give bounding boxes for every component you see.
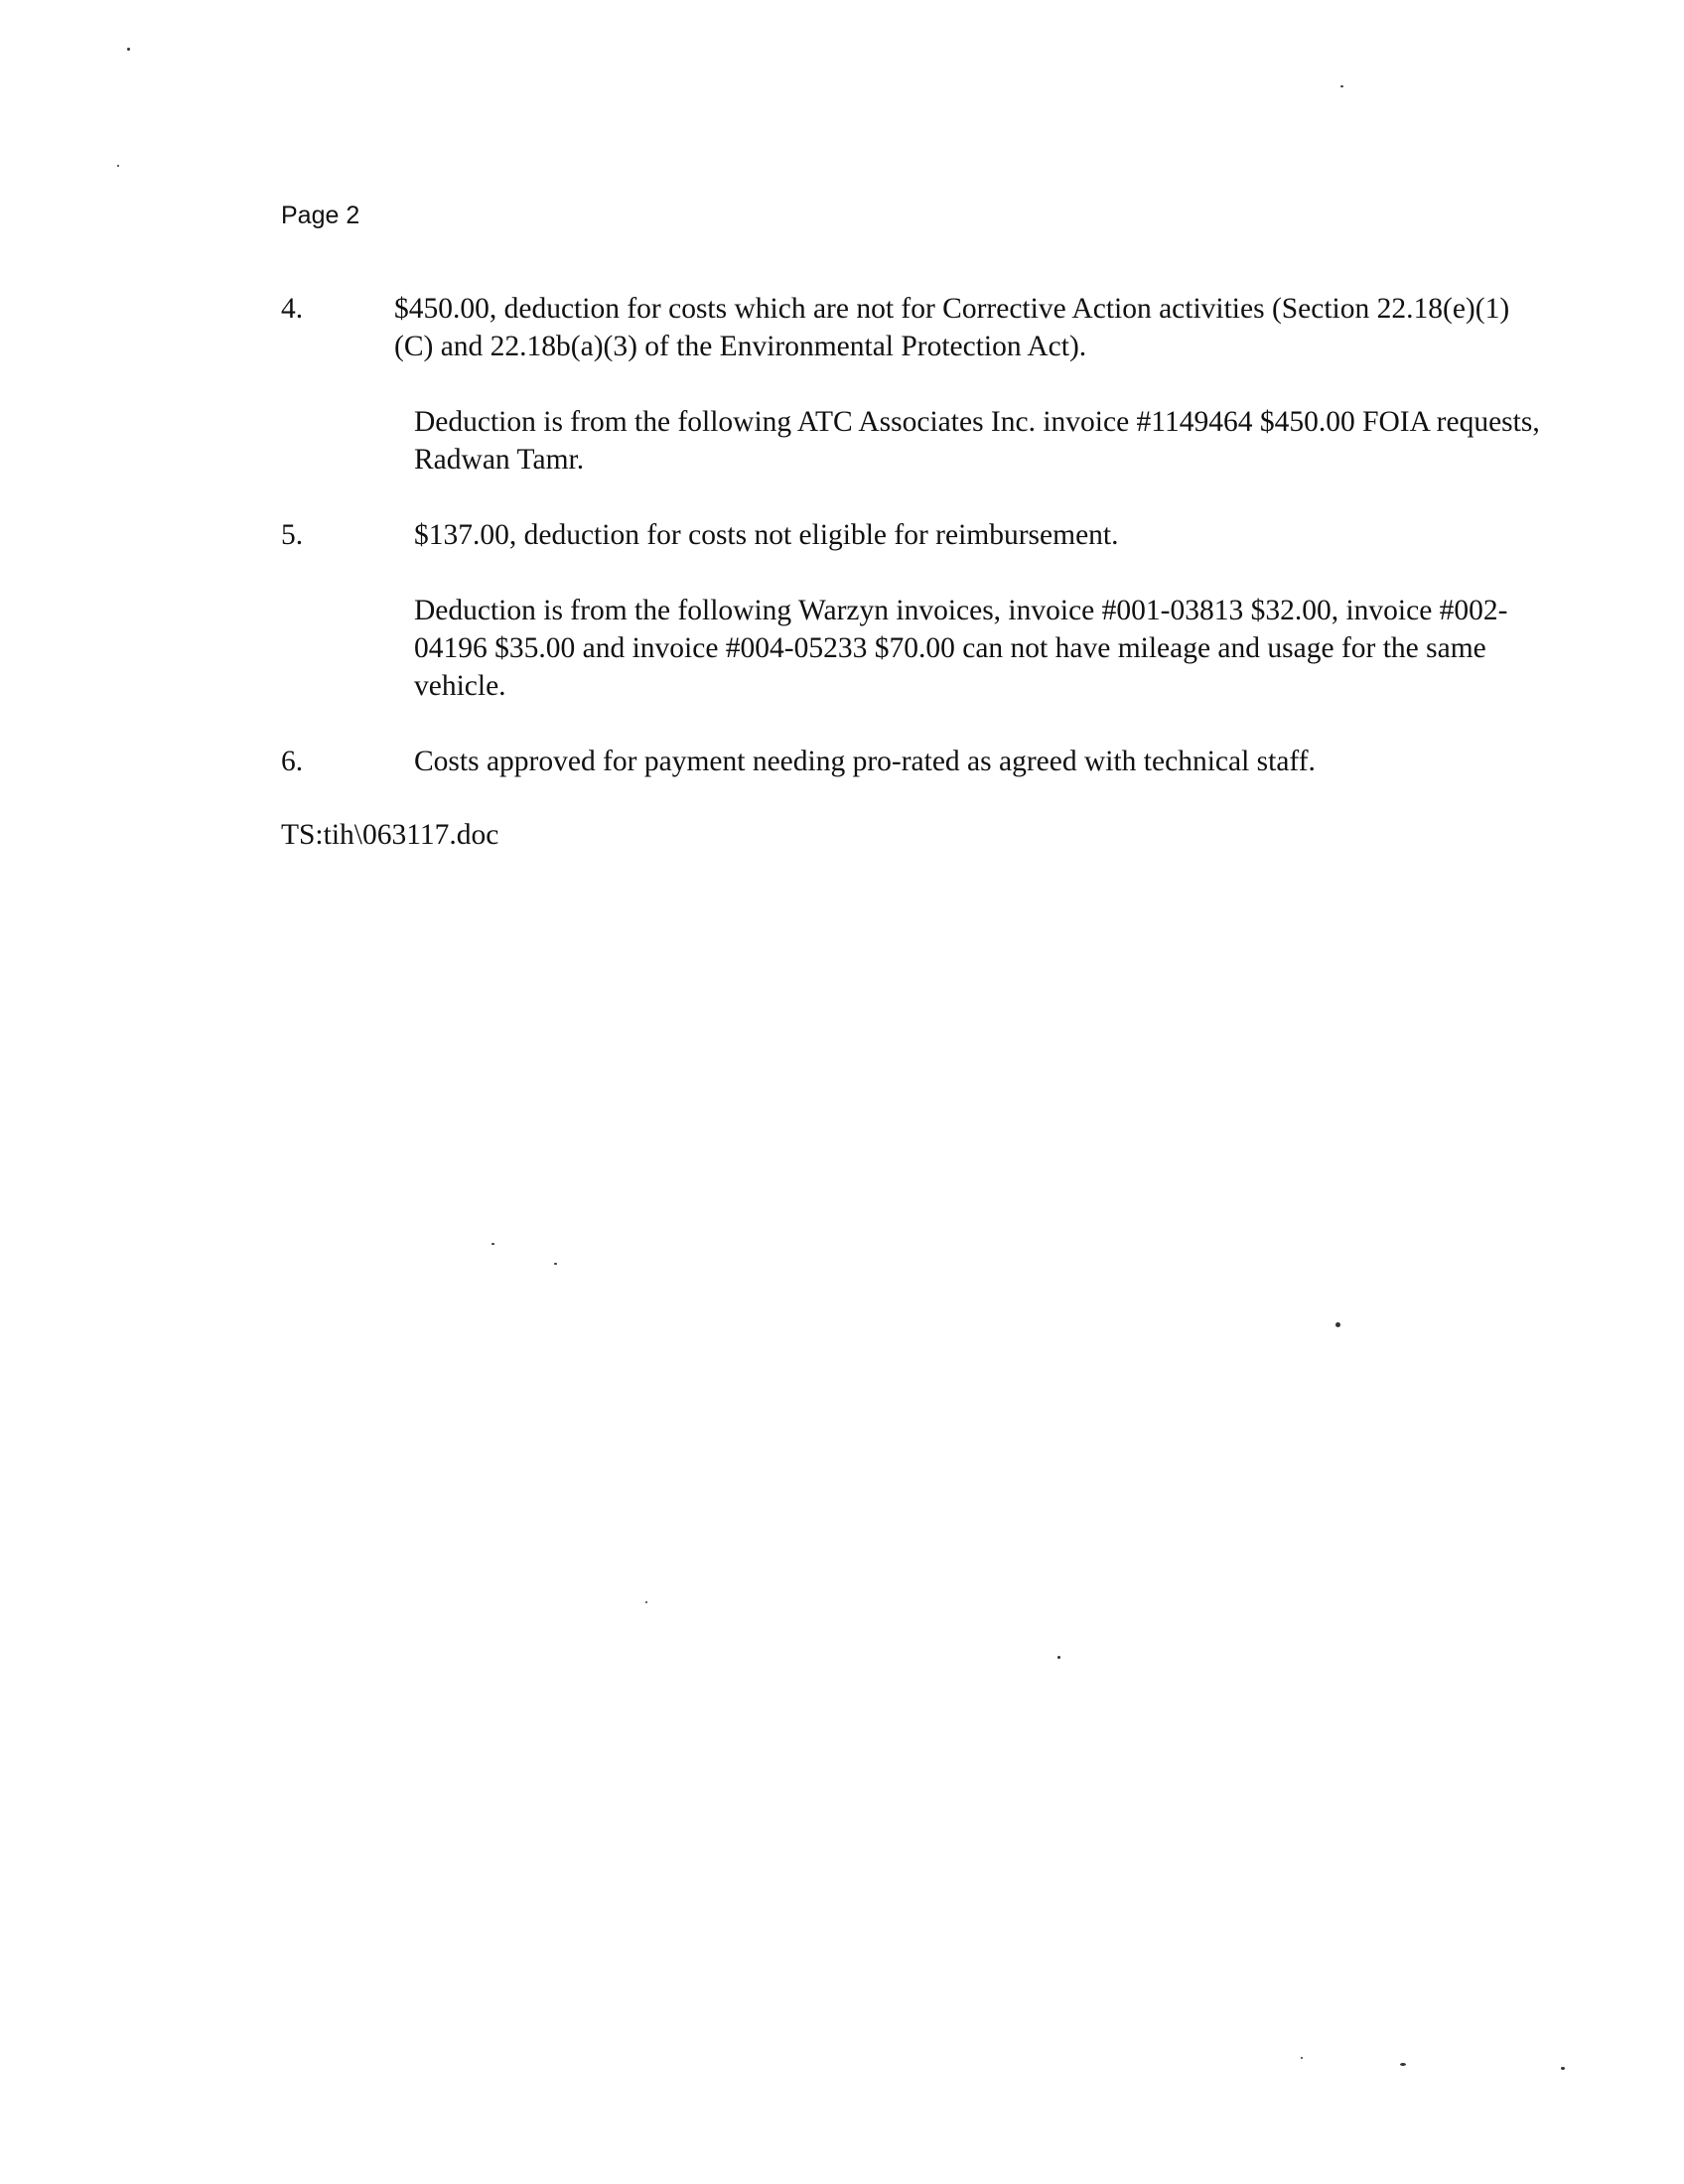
deduction-detail-4: Deduction is from the following ATC Associates Inc. invoice #1149464 $450.00 FOIA requests, Radwan Tamr. [414,406,1540,476]
item-text: $450.00, deduction for costs which are not for Corrective Action activities (Section 22.18(e)(1)(C) and 22.18b(a)(3) of the Environmental Protection Act). [394,293,1510,362]
file-reference: TS:tih\063117.doc [281,819,499,851]
scan-speck [1340,85,1343,87]
scan-speck [117,165,119,167]
deduction-detail-5: Deduction is from the following Warzyn invoices, invoice #001-03813 $32.00, invoice #002-04196 $35.00 and invoice #004-05233 $70.00 can not have mileage and usage for the same vehicle. [414,595,1508,702]
item-number: 4. [281,293,304,325]
scan-speck [554,1263,557,1265]
scan-speck [491,1243,494,1245]
scan-speck [1335,1322,1340,1327]
item-number: 6. [281,746,304,777]
scan-speck [1057,1656,1060,1659]
scan-speck [127,48,130,51]
item-number: 5. [281,519,304,551]
page-number-label: Page 2 [281,202,360,229]
scan-speck [645,1601,647,1603]
item-text: Costs approved for payment needing pro-rated as agreed with technical staff. [414,746,1316,777]
scan-speck [1400,2063,1406,2066]
item-text: $137.00, deduction for costs not eligible for reimbursement. [414,519,1119,551]
scan-speck [1301,2057,1303,2059]
scan-speck [1561,2067,1565,2070]
